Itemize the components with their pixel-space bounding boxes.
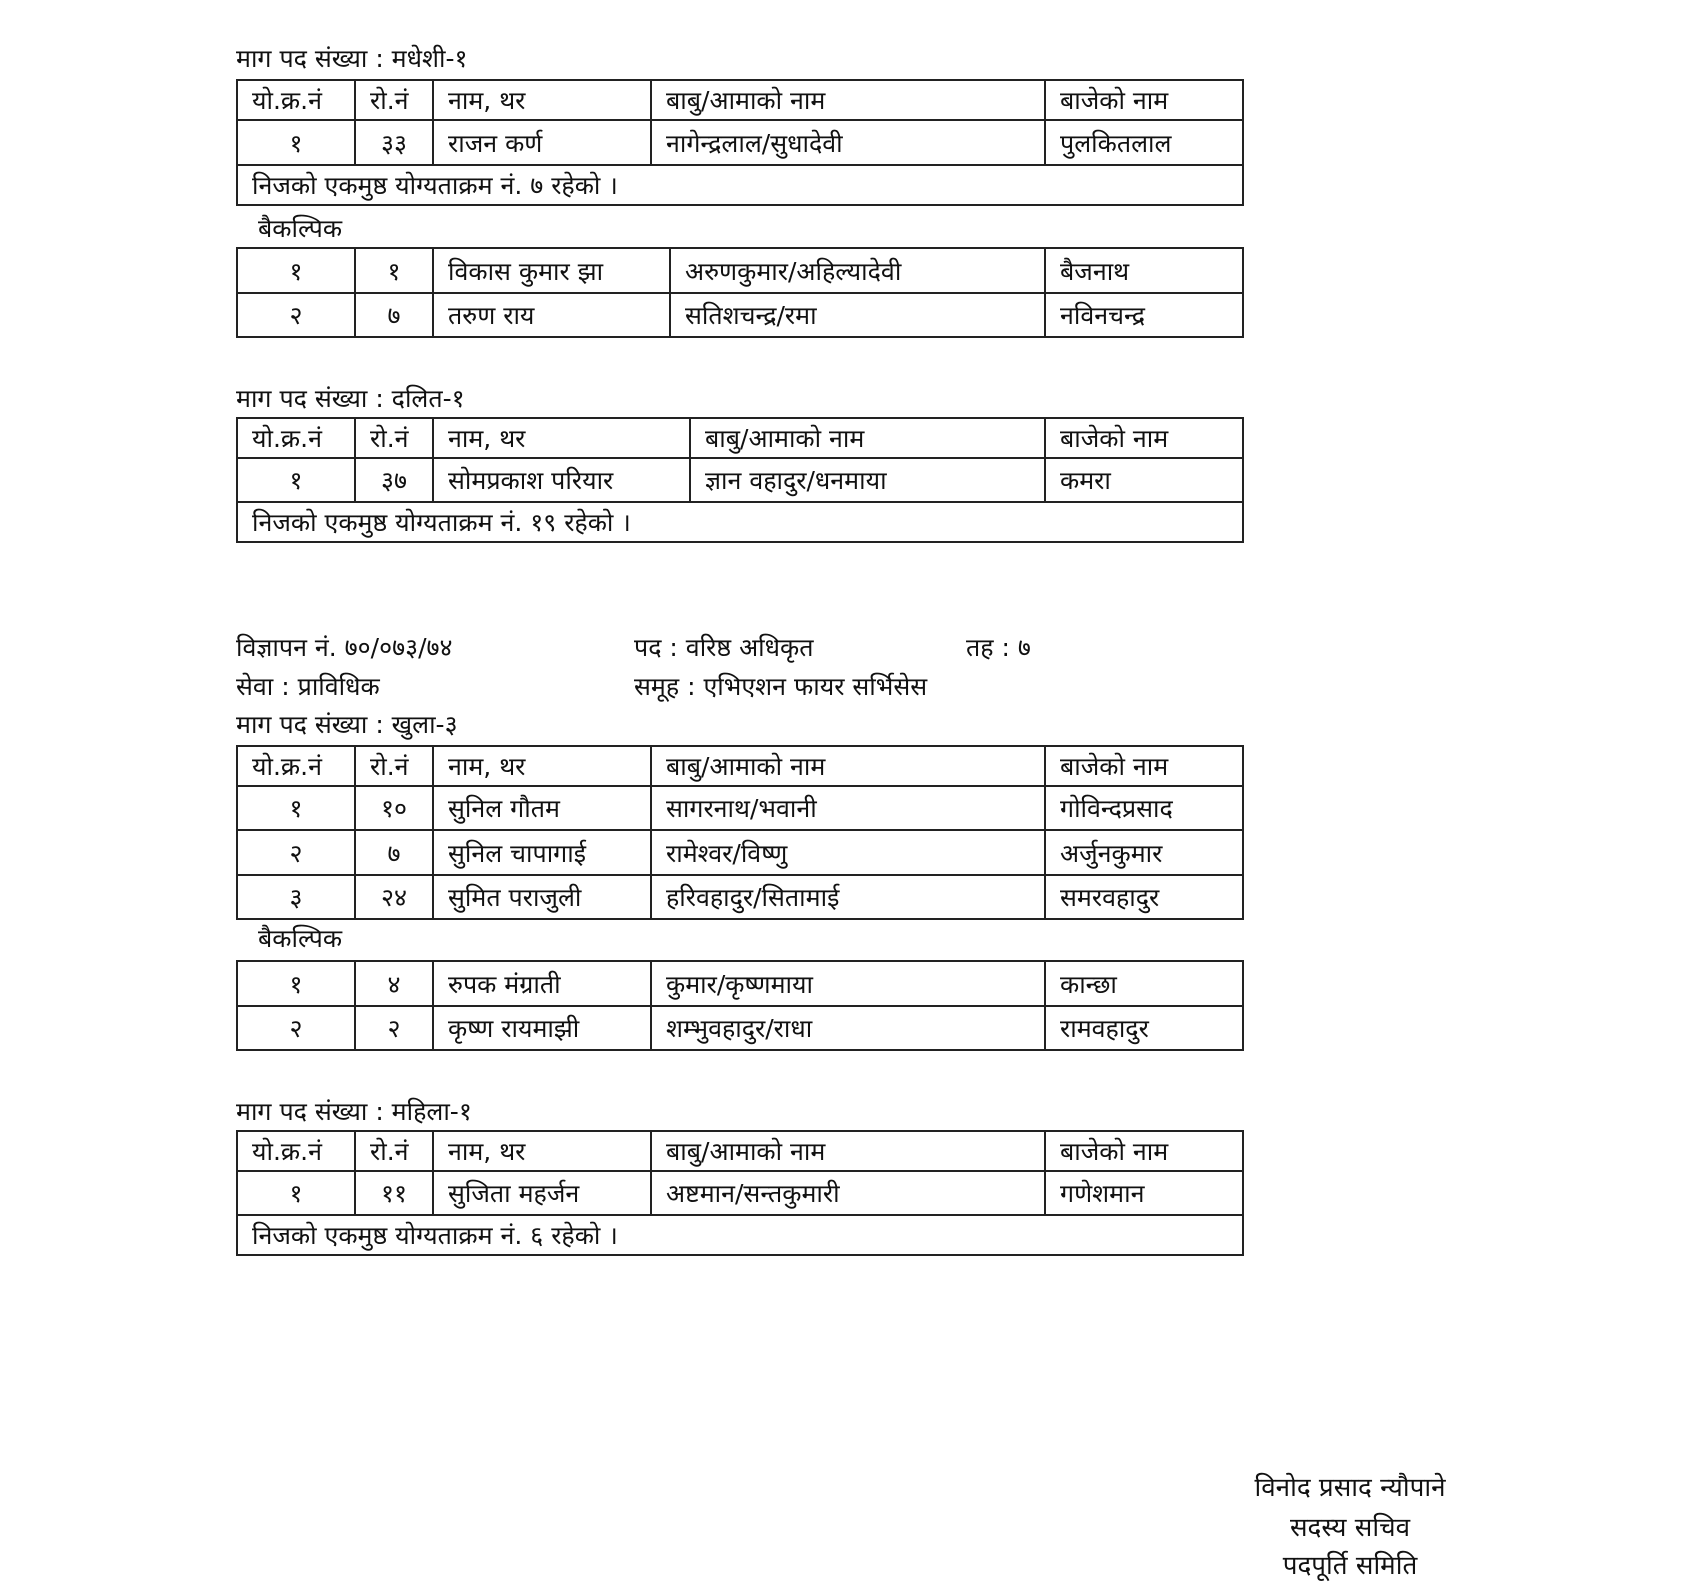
- header-serial: यो.क्र.नं: [237, 418, 355, 458]
- cell-name: कृष्ण रायमाझी: [433, 1006, 651, 1050]
- cell-name: तरुण राय: [433, 293, 670, 337]
- cell-name: विकास कुमार झा: [433, 248, 670, 293]
- cell-grandfather: रामवहादुर: [1045, 1006, 1243, 1050]
- cell-grandfather: बैजनाथ: [1045, 248, 1243, 293]
- header-parents: बाबु/आमाको नाम: [651, 1131, 1045, 1171]
- header-grandfather: बाजेको नाम: [1045, 80, 1243, 120]
- cell-name: सुमित पराजुली: [433, 875, 651, 919]
- table-row: [237, 1171, 1243, 1215]
- table-header-row: [237, 746, 1243, 786]
- cell-roll: १०: [355, 786, 433, 830]
- header-grandfather: बाजेको नाम: [1045, 746, 1243, 786]
- merit-note: निजको एकमुष्ठ योग्यताक्रम नं. १९ रहेको ।: [237, 502, 1243, 542]
- table-row: [237, 786, 1243, 830]
- advert-group: समूह : एभिएशन फायर सर्भिसेस: [634, 672, 928, 701]
- cell-grandfather: गोविन्दप्रसाद: [1045, 786, 1243, 830]
- cell-grandfather: पुलकितलाल: [1045, 120, 1243, 165]
- cell-roll: ११: [355, 1171, 433, 1215]
- advert-number: विज्ञापन नं. ७०/०७३/७४: [236, 633, 453, 662]
- demand-posts-women: माग पद संख्या : महिला-१: [236, 1097, 472, 1126]
- merit-note-row: [237, 165, 1243, 205]
- table-header-row: [237, 80, 1243, 120]
- table-row: [237, 248, 1243, 293]
- cell-roll: २: [355, 1006, 433, 1050]
- cell-serial: १: [237, 248, 355, 293]
- cell-roll: १: [355, 248, 433, 293]
- header-parents: बाबु/आमाको नाम: [690, 418, 1045, 458]
- signatory-committee: पदपूर्ति समिति: [1282, 1551, 1418, 1581]
- alternate-label: बैकल्पिक: [258, 214, 343, 243]
- cell-serial: २: [237, 1006, 355, 1050]
- cell-roll: ३७: [355, 458, 433, 502]
- cell-serial: १: [237, 1171, 355, 1215]
- advert-level: तह : ७: [966, 633, 1031, 662]
- header-serial: यो.क्र.नं: [237, 80, 355, 120]
- cell-grandfather: अर्जुनकुमार: [1045, 830, 1243, 875]
- header-parents: बाबु/आमाको नाम: [651, 80, 1045, 120]
- demand-posts-madhesi: माग पद संख्या : मधेशी-१: [236, 44, 468, 73]
- cell-name: राजन कर्ण: [433, 120, 651, 165]
- candidates-table-women: [236, 1130, 1244, 1256]
- cell-serial: २: [237, 293, 355, 337]
- candidates-table-dalit: [236, 417, 1244, 543]
- cell-name: सुनिल गौतम: [433, 786, 651, 830]
- cell-roll: ४: [355, 961, 433, 1006]
- cell-parents: अष्टमान/सन्तकुमारी: [651, 1171, 1045, 1215]
- signatory-title: सदस्य सचिव: [1289, 1513, 1411, 1543]
- cell-roll: ३३: [355, 120, 433, 165]
- cell-serial: १: [237, 120, 355, 165]
- demand-posts-open: माग पद संख्या : खुला-३: [236, 710, 458, 739]
- alternate-label: बैकल्पिक: [258, 924, 343, 953]
- cell-serial: १: [237, 961, 355, 1006]
- header-name: नाम, थर: [433, 418, 690, 458]
- cell-parents: नागेन्द्रलाल/सुधादेवी: [651, 120, 1045, 165]
- header-parents: बाबु/आमाको नाम: [651, 746, 1045, 786]
- cell-parents: सतिशचन्द्र/रमा: [670, 293, 1045, 337]
- header-grandfather: बाजेको नाम: [1045, 418, 1243, 458]
- header-grandfather: बाजेको नाम: [1045, 1131, 1243, 1171]
- alternates-table-madhesi: [236, 247, 1244, 338]
- cell-parents: ज्ञान वहादुर/धनमाया: [690, 458, 1045, 502]
- candidates-table-madhesi: [236, 79, 1244, 206]
- demand-posts-dalit: माग पद संख्या : दलित-१: [236, 384, 465, 413]
- cell-parents: अरुणकुमार/अहिल्यादेवी: [670, 248, 1045, 293]
- cell-name: सोमप्रकाश परियार: [433, 458, 690, 502]
- header-name: नाम, थर: [433, 80, 651, 120]
- table-row: [237, 293, 1243, 337]
- cell-grandfather: कमरा: [1045, 458, 1243, 502]
- table-row: [237, 1006, 1243, 1050]
- cell-parents: रामेश्वर/विष्णु: [651, 830, 1045, 875]
- header-name: नाम, थर: [433, 1131, 651, 1171]
- merit-note: निजको एकमुष्ठ योग्यताक्रम नं. ६ रहेको ।: [237, 1215, 1243, 1255]
- cell-roll: २४: [355, 875, 433, 919]
- cell-name: रुपक मंग्राती: [433, 961, 651, 1006]
- header-roll: रो.नं: [355, 746, 433, 786]
- cell-serial: १: [237, 458, 355, 502]
- cell-parents: हरिवहादुर/सितामाई: [651, 875, 1045, 919]
- header-name: नाम, थर: [433, 746, 651, 786]
- header-serial: यो.क्र.नं: [237, 1131, 355, 1171]
- cell-serial: २: [237, 830, 355, 875]
- cell-serial: ३: [237, 875, 355, 919]
- table-row: [237, 120, 1243, 165]
- header-serial: यो.क्र.नं: [237, 746, 355, 786]
- cell-name: सुजिता महर्जन: [433, 1171, 651, 1215]
- header-roll: रो.नं: [355, 80, 433, 120]
- cell-grandfather: नविनचन्द्र: [1045, 293, 1243, 337]
- header-roll: रो.नं: [355, 1131, 433, 1171]
- advert-service: सेवा : प्राविधिक: [236, 672, 380, 701]
- cell-grandfather: गणेशमान: [1045, 1171, 1243, 1215]
- alternates-table-open: [236, 960, 1244, 1051]
- cell-parents: सागरनाथ/भवानी: [651, 786, 1045, 830]
- header-roll: रो.नं: [355, 418, 433, 458]
- merit-note-row: [237, 502, 1243, 542]
- merit-note: निजको एकमुष्ठ योग्यताक्रम नं. ७ रहेको ।: [237, 165, 1243, 205]
- cell-roll: ७: [355, 293, 433, 337]
- cell-parents: कुमार/कृष्णमाया: [651, 961, 1045, 1006]
- cell-grandfather: समरवहादुर: [1045, 875, 1243, 919]
- cell-parents: शम्भुवहादुर/राधा: [651, 1006, 1045, 1050]
- table-row: [237, 830, 1243, 875]
- cell-name: सुनिल चापागाई: [433, 830, 651, 875]
- cell-serial: १: [237, 786, 355, 830]
- table-row: [237, 961, 1243, 1006]
- cell-roll: ७: [355, 830, 433, 875]
- table-row: [237, 875, 1243, 919]
- candidates-table-open: [236, 745, 1244, 920]
- cell-grandfather: कान्छा: [1045, 961, 1243, 1006]
- merit-note-row: [237, 1215, 1243, 1255]
- advert-post: पद : वरिष्ठ अधिकृत: [634, 633, 814, 662]
- table-header-row: [237, 418, 1243, 458]
- table-header-row: [237, 1131, 1243, 1171]
- signatory-name: विनोद प्रसाद न्यौपाने: [1254, 1473, 1446, 1503]
- table-row: [237, 458, 1243, 502]
